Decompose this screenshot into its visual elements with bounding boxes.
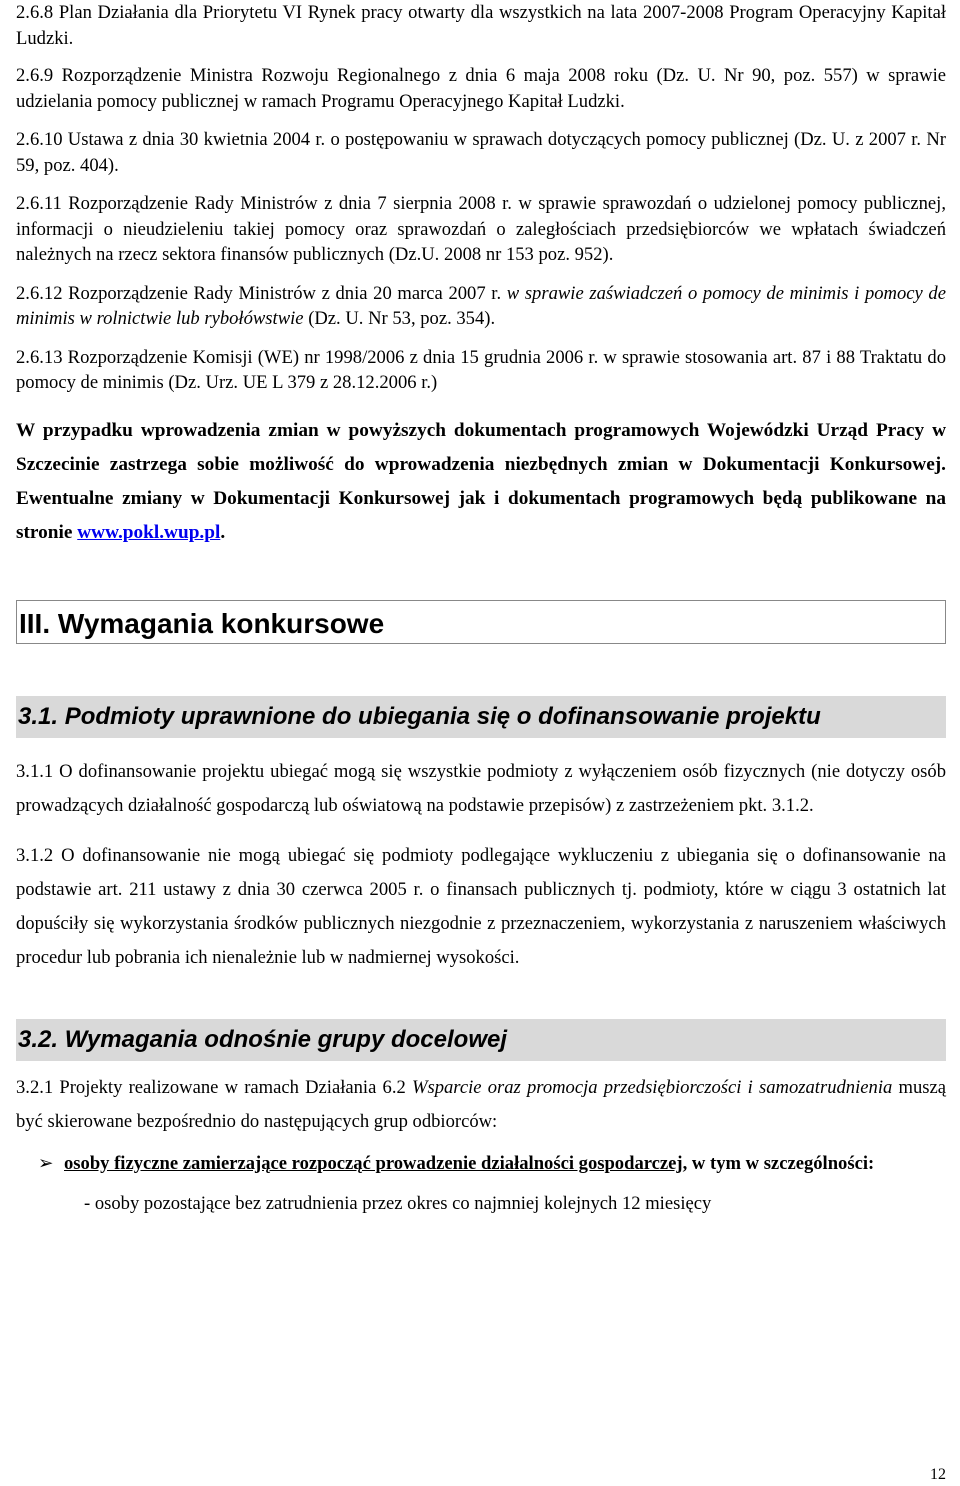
notice-text: W przypadku wprowadzenia zmian w powyższych dokumentach programowych Wojewódzki Urząd Pracy w Szczecinie zastrzega sobie możliwość do wprowadzenia niezbędnych zmian w Dokumentacji Konkursowej. Ewentualne zmiany w Dokumentacji Konkursowej jak i dokumentach programowych będą publikowane na stronie (16, 419, 946, 543)
item-2-6-12-ref: (Dz. U. Nr 53, poz. 354). (308, 308, 496, 329)
item-2-6-13: 2.6.13 Rozporządzenie Komisji (WE) nr 1998/2006 z dnia 15 grudnia 2006 r. w sprawie stosowania art. 87 i 88 Traktatu do pomocy de minimis (Dz. Urz. UE L 379 z 28.12.2006 r.) (16, 346, 946, 393)
item-2-6-12 (16, 281, 946, 332)
subsection-3-1-title: 3.1. Podmioty uprawnione do ubiegania się o dofinansowanie projektu (16, 696, 946, 738)
paragraph-3-2-1 (16, 1071, 946, 1139)
paragraph-3-1-1: 3.1.1 O dofinansowanie projektu ubiegać mogą się wszystkie podmioty z wyłączeniem osób fizycznych (nie dotyczy osób prowadzących działalność gospodarczą lub oświatową na podstawie przepisów) z zastrzeżeniem pkt. 3.1.2. (16, 760, 946, 816)
bullet-underlined: osoby fizyczne zamierzające rozpocząć prowadzenie działalności gospodarczej (64, 1152, 683, 1174)
item-2-6-9: 2.6.9 Rozporządzenie Ministra Rozwoju Regionalnego z dnia 6 maja 2008 roku (Dz. U. Nr 90, poz. 557) w sprawie udzielania pomocy publicznej w ramach Programu Operacyjnego Kapitał Ludzki. (16, 65, 946, 112)
item-2-6-12-lead: 2.6.12 Rozporządzenie Rady Ministrów z dnia 20 marca 2007 r. (16, 282, 502, 304)
subsection-3-2-title: 3.2. Wymagania odnośnie grupy docelowej (16, 1019, 946, 1061)
p321-tail: muszą być skierowane bezpośrednio do następujących grup odbiorców: (16, 1076, 946, 1132)
page-number: 12 (930, 1466, 946, 1483)
sub-item-1: - osoby pozostające bez zatrudnienia przez okres co najmniej kolejnych 12 miesięcy (84, 1192, 712, 1214)
item-2-6-8: 2.6.8 Plan Działania dla Priorytetu VI Rynek pracy otwarty dla wszystkich na lata 2007-2008 Program Operacyjny Kapitał Ludzki. (16, 2, 946, 49)
target-group-bullet (16, 1147, 946, 1181)
bullet-rest: , w tym w szczególności: (682, 1152, 875, 1174)
p321-lead: 3.2.1 Projekty realizowane w ramach Działania 6.2 (16, 1076, 406, 1098)
arrow-bullet-icon: ➢ (38, 1152, 54, 1174)
item-2-6-11: 2.6.11 Rozporządzenie Rady Ministrów z dnia 7 sierpnia 2008 r. w sprawie sprawozdań o udzielonej pomocy publicznej, informacji o nieudzieleniu takiej pomocy oraz sprawozdań o zaległościach przedsiębiorców we wpłatach świadczeń należnych na rzecz sektora finansów publicznych (Dz.U. 2008 nr 153 poz. 952). (16, 193, 946, 265)
item-2-6-12-italic: w sprawie zaświadczeń o pomocy de minimis i pomocy de minimis w rolnictwie lub rybołówstwie (16, 282, 946, 329)
bullet-text (52, 1147, 946, 1181)
p321-italic: Wsparcie oraz promocja przedsiębiorczości i samozatrudnienia (411, 1076, 893, 1098)
item-2-6-10: 2.6.10 Ustawa z dnia 30 kwietnia 2004 r. o postępowaniu w sprawach dotyczących pomocy publicznej (Dz. U. z 2007 r. Nr 59, poz. 404). (16, 129, 946, 176)
notice-paragraph (16, 414, 946, 550)
document-page (16, 0, 946, 1221)
paragraph-3-1-2: 3.1.2 O dofinansowanie nie mogą ubiegać się podmioty podlegające wykluczeniu z ubiegania się o dofinansowanie na podstawie art. 211 ustawy z dnia 30 czerwca 2005 r. o finansach publicznych tj. podmioty, które w ciągu 3 ostatnich lat dopuściły się wykorzystania środków publicznych niezgodnie z przeznaczeniem, wykorzystania z naruszeniem właściwych procedur lub pobrania ich nienależnie lub w nadmiernej wysokości. (16, 844, 946, 968)
notice-end: . (220, 521, 226, 543)
section-title: III. Wymagania konkursowe (16, 600, 946, 644)
notice-link[interactable]: www.pokl.wup.pl (77, 521, 221, 543)
